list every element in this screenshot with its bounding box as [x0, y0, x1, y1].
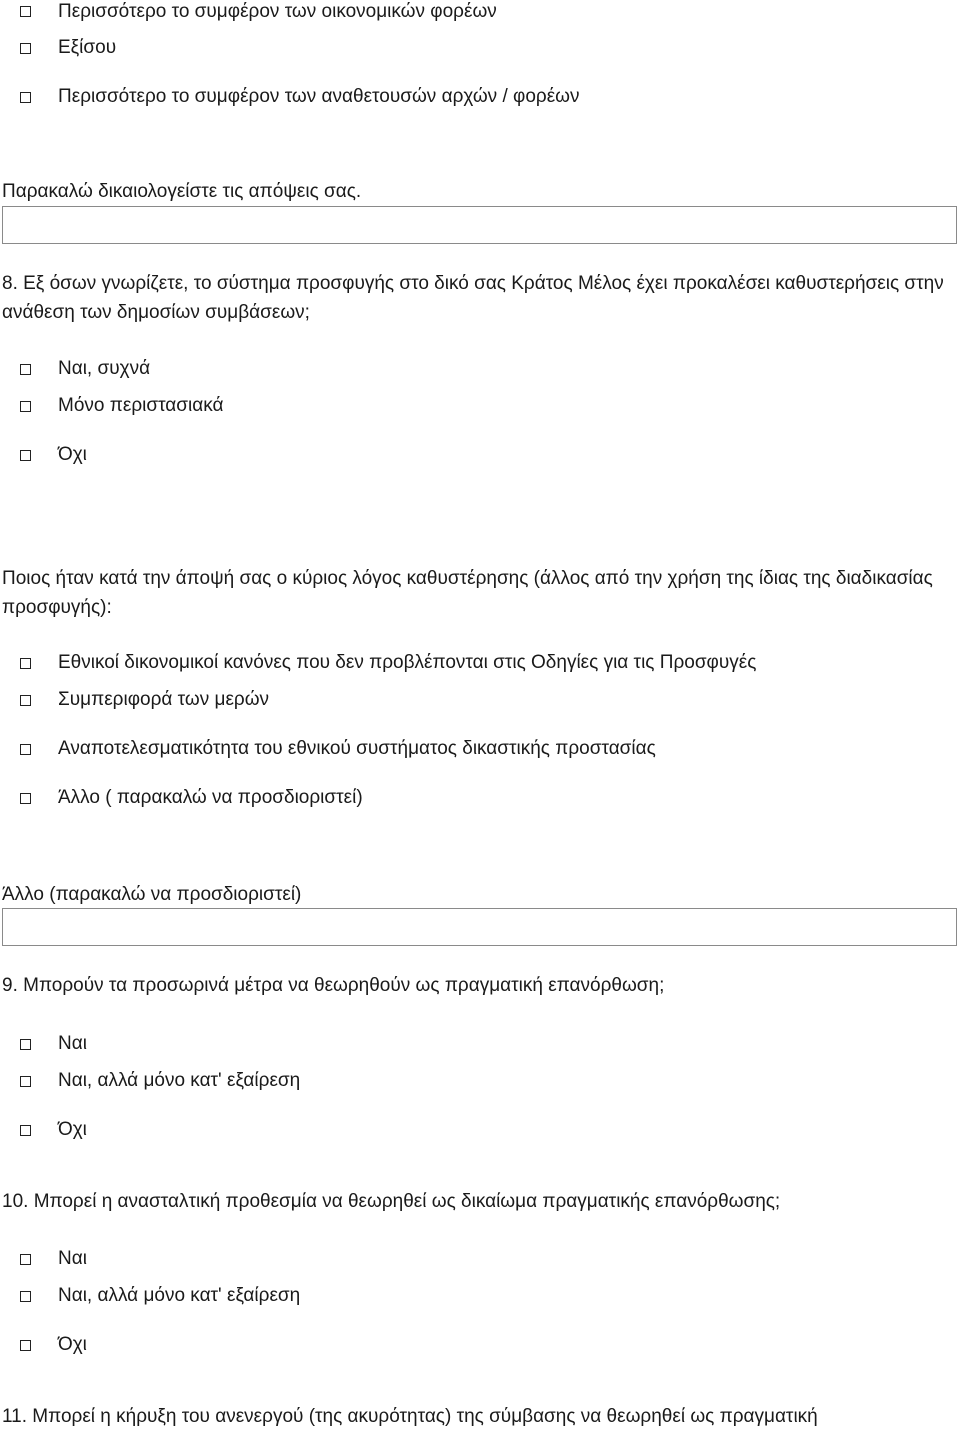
q9-question: 9. Μπορούν τα προσωρινά μέτρα να θεωρηθούν ως πραγματική επανόρθωση;: [2, 975, 665, 996]
checkbox[interactable]: [20, 1039, 31, 1050]
checkbox[interactable]: [20, 6, 31, 17]
checkbox[interactable]: [20, 450, 31, 461]
checkbox[interactable]: [20, 364, 31, 375]
checkbox[interactable]: [20, 793, 31, 804]
option-label: Ναι: [58, 1033, 87, 1054]
q7-justify-label: Παρακαλώ δικαιολογείστε τις απόψεις σας.: [2, 181, 362, 202]
checkbox[interactable]: [20, 658, 31, 669]
option-label: Ναι, αλλά μόνο κατ' εξαίρεση: [58, 1285, 301, 1306]
checkbox[interactable]: [20, 1340, 31, 1351]
q11-question: 11. Μπορεί η κήρυξη του ανενεργού (της ακυρότητας) της σύμβασης να θεωρηθεί ως πραγματική: [2, 1406, 818, 1427]
option-label: Όχι: [58, 1119, 87, 1140]
checkbox[interactable]: [20, 1254, 31, 1265]
option-label: Αναποτελεσματικότητα του εθνικού συστήματος δικαστικής προστασίας: [58, 738, 656, 759]
q7-justify-field[interactable]: [2, 206, 957, 244]
option-label: Μόνο περιστασιακά: [58, 395, 224, 416]
option-label: Εξίσου: [58, 37, 117, 58]
option-label: Όχι: [58, 1334, 87, 1355]
checkbox[interactable]: [20, 1291, 31, 1302]
option-label: Εθνικοί δικονομικοί κανόνες που δεν προβλέπονται στις Οδηγίες για τις Προσφυγές: [58, 652, 757, 673]
option-label: Περισσότερο το συμφέρον των αναθετουσών αρχών / φορέων: [58, 86, 580, 107]
q8b-question: Ποιος ήταν κατά την άποψή σας ο κύριος λόγος καθυστέρησης (άλλος από την χρήση της ίδιας της διαδικασίας προσφυγής):: [2, 568, 933, 618]
checkbox[interactable]: [20, 1076, 31, 1087]
option-label: Ναι: [58, 1248, 87, 1269]
option-label: Όχι: [58, 444, 87, 465]
option-label: Περισσότερο το συμφέρον των οικονομικών φορέων: [58, 1, 497, 22]
checkbox[interactable]: [20, 43, 31, 54]
checkbox[interactable]: [20, 1125, 31, 1136]
checkbox[interactable]: [20, 401, 31, 412]
checkbox[interactable]: [20, 744, 31, 755]
checkbox[interactable]: [20, 92, 31, 103]
option-label: Συμπεριφορά των μερών: [58, 689, 270, 710]
q8b-other-label: Άλλο (παρακαλώ να προσδιοριστεί): [2, 884, 302, 905]
q10-question: 10. Μπορεί η ανασταλτική προθεσμία να θεωρηθεί ως δικαίωμα πραγματικής επανόρθωσης;: [2, 1191, 781, 1212]
checkbox[interactable]: [20, 695, 31, 706]
option-label: Ναι, συχνά: [58, 358, 151, 379]
option-label: Ναι, αλλά μόνο κατ' εξαίρεση: [58, 1070, 301, 1091]
option-label: Άλλο ( παρακαλώ να προσδιοριστεί): [58, 787, 363, 808]
q8b-other-field[interactable]: [2, 908, 957, 946]
q8-question: 8. Εξ όσων γνωρίζετε, το σύστημα προσφυγής στο δικό σας Κράτος Μέλος έχει προκαλέσει καθυστερήσεις στην ανάθεση των δημοσίων συμβάσεων;: [2, 273, 944, 323]
